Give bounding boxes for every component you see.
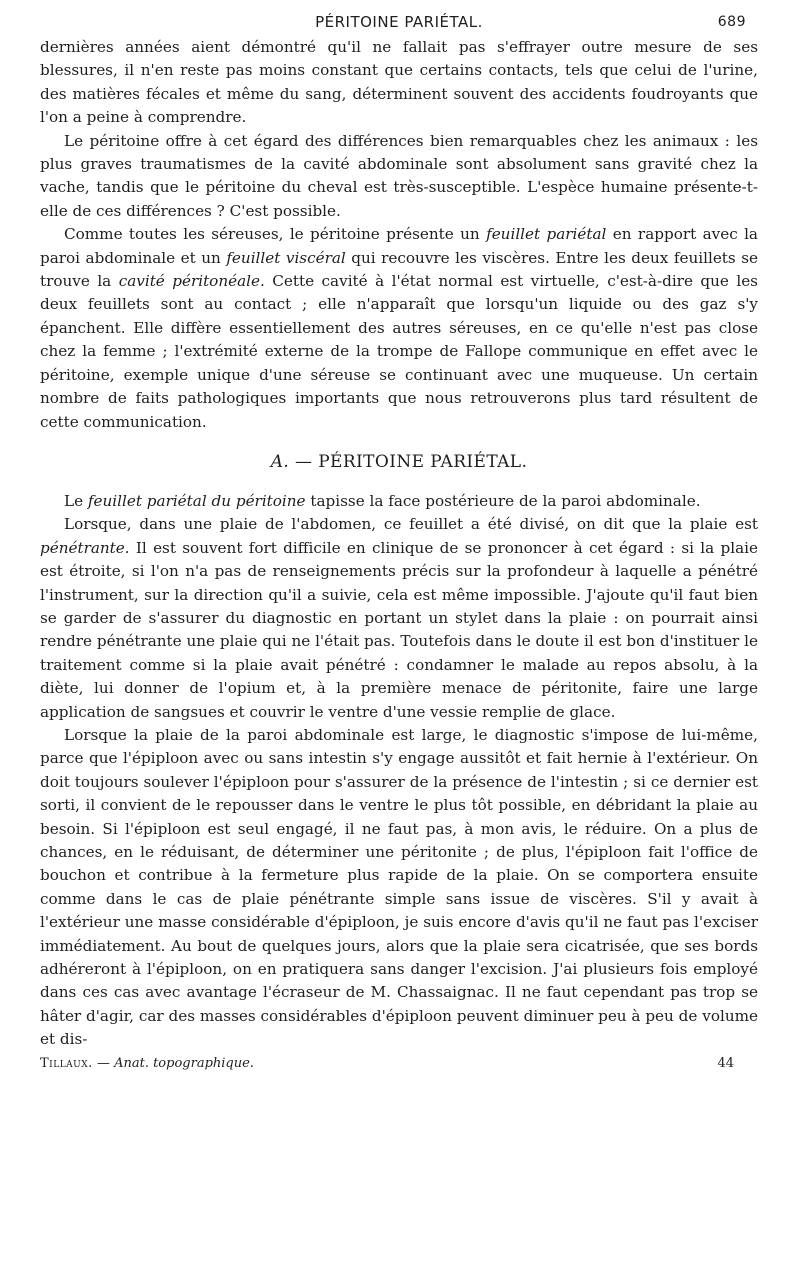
page-number: 689 [717,14,746,30]
term-feuillet-parietal: feuillet pariétal [486,225,607,244]
paragraph-4 [40,490,758,513]
section-heading [40,452,758,472]
running-head-title: PÉRITOINE PARIÉTAL. [315,13,483,31]
term-feuillet-visceral: feuillet viscéral [226,248,346,267]
paragraph-3-text-d: Cette cavité à l'état normal est virtuelle, c'est-à-dire que les deux feuillets sont au contact ; elle n'apparaît que lorsqu'un liquide ou des gaz s'y épanchent. Elle diffère essentiellement des autres séreuses, en ce qu'elle n'est pas close chez la femme ; l'extrémité externe de la trompe de Fallope communique en effet avec le péritoine, exemple unique d'une séreuse se continuant avec une muqueuse. Un certain nombre de faits pathologiques importants que nous retrouverons plus tard résultent de cette communication. [40,272,758,431]
term-feuillet-parietal-du-peritoine: feuillet pariétal du péritoine [87,491,306,510]
paragraph-6: Lorsque la plaie de la paroi abdominale est large, le diagnostic s'impose de lui-même, parce que l'épiploon avec ou sans intestin s'y engage aussitôt et fait hernie à l'extérieur. On doit toujours soulever l'épiploon pour s'assurer de la présence de l'intestin ; si ce dernier est sorti, il convient de le repousser dans le ventre le plus tôt possible, en débridant la plaie au besoin. Si l'épiploon est seul engagé, il ne faut pas, à mon avis, le réduire. On a plus de chances, en le réduisant, de déterminer une péritonite ; de plus, l'épiploon fait l'office de bouchon et contribue à la fermeture plus rapide de la plaie. On se comportera ensuite comme dans le cas de plaie pénétrante simple sans issue de viscères. S'il y avait à l'extérieur une masse considérable d'épiploon, je suis encore d'avis qu'il ne faut pas l'exciser immédiatement. Au bout de quelques jours, alors que la plaie sera cicatrisée, que ses bords adhéreront à l'épiploon, on en pratiquera sans danger l'excision. J'ai plusieurs fois employé dans ces cas avec avantage l'écraseur de M. Chassaignac. Il ne faut cependant pas trop se hâter d'agir, car des masses considérables d'épiploon peuvent diminuer peu à peu de volume et dis- [40,725,758,1049]
term-cavite-peritoneale: cavité péritonéale. [118,272,265,291]
signature-mark: 44 [717,1055,734,1071]
term-penetrante: pénétrante. [40,538,130,557]
paragraph-3-text-a: Comme toutes les séreuses, le péritoine présente un [64,225,487,244]
paragraph-5-text-b: Il est souvent fort difficile en clinique de se prononcer à cet égard : si la plaie est étroite, si l'on n'a pas de renseignements précis sur la profondeur à laquelle a pénétré l'instrument, sur la direction qu'il a suivie, cela est même impossible. J'ajoute qu'il faut bien se garder de s'assurer du diagnostic en portant un stylet dans la plaie : on pourrait ainsi rendre pénétrante une plaie qui ne l'était pas. Toutefois dans le doute il est bon d'instituer le traitement comme si la plaie avait pénétré : condamner le malade au repos absolu, à la diète, lui donner de l'opium et, à la première menace de péritonite, faire une large application de sangsues et couvrir le ventre d'une vessie remplie de glace. [40,538,758,721]
paragraph-2: Le péritoine offre à cet égard des différences bien remarquables chez les animaux : les plus graves traumatismes de la cavité abdominale sont absolument sans gravité chez la vache, tandis que le péritoine du cheval est très-susceptible. L'espèce humaine présente-t-elle de ces différences ? C'est possible. [40,131,758,220]
paragraph-3 [40,223,758,434]
paragraph-4-text-b: tapisse la face postérieure de la paroi abdominale. [305,491,701,510]
footer-work: — Anat. topographique. [92,1055,254,1071]
paragraph-3-text-b: en rapport avec la paroi abdominale et un [40,225,758,267]
paragraph-5-text-a: Lorsque, dans une plaie de l'abdomen, ce feuillet a été divisé, on dit que la plaie est [64,515,758,534]
section-letter: A. [270,451,290,472]
paragraph-5 [40,513,758,724]
footer-author: Tillaux. [40,1055,93,1071]
paragraph-4-text-a: Le [64,491,88,510]
paragraph-3-text-c: qui recouvre les viscères. Entre les deux feuillets se trouve la [40,248,758,291]
running-head [40,8,758,36]
paragraph-1: dernières années aient démontré qu'il ne fallait pas s'effrayer outre mesure de ses blessures, il n'en reste pas moins constant que certains contacts, tels que celui de l'urine, des matières fécales et même du sang, déterminent souvent des accidents foudroyants que l'on a peine à comprendre. [40,38,758,127]
page-footer [40,1054,758,1074]
section-title: — PÉRITOINE PARIÉTAL. [289,451,528,472]
